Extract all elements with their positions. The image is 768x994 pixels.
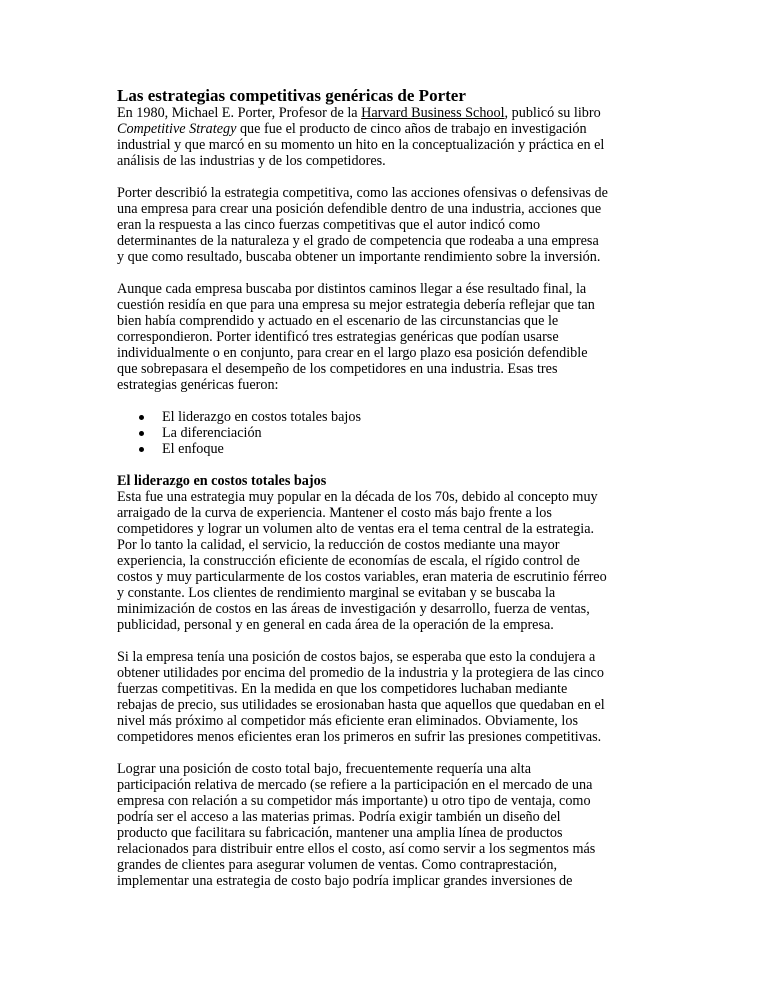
- text-line: determinantes de la naturaleza y el grado de competencia que rodeaba a una empresa: [117, 233, 599, 249]
- list-item: [117, 441, 677, 457]
- text-line: y constante. Los clientes de rendimiento marginal se evitaban y se buscaba la: [117, 585, 556, 601]
- section-heading: El liderazgo en costos totales bajos: [117, 473, 327, 489]
- text-line: minimización de costos en las áreas de investigación y desarrollo, fuerza de ventas,: [117, 601, 590, 617]
- text-line: Lograr una posición de costo total bajo, frecuentemente requería una alta: [117, 761, 532, 777]
- text-line: una empresa para crear una posición defendible dentro de una industria, acciones que: [117, 201, 602, 217]
- list-item-text: La diferenciación: [162, 425, 262, 441]
- text-line: implementar una estrategia de costo bajo podría implicar grandes inversiones de: [117, 873, 573, 889]
- text-line: fuerzas competitivas. En la medida en que los competidores luchaban mediante: [117, 681, 568, 697]
- text-line: cuestión residía en que para una empresa su mejor estrategia debería reflejar que tan: [117, 297, 595, 313]
- text-line: publicidad, personal y en general en cada área de la operación de la empresa.: [117, 617, 554, 633]
- text-line: estrategias genéricas fueron:: [117, 377, 279, 393]
- book-title: Competitive Strategy: [117, 121, 237, 137]
- text-line: costos y muy particularmente de los costos variables, eran materia de escrutinio férreo: [117, 569, 607, 585]
- paragraphs-group-a: [117, 185, 677, 393]
- harvard-business-school-link[interactable]: Harvard Business School: [361, 105, 505, 121]
- text-segment: , publicó su libro: [504, 105, 601, 121]
- bullet-icon: [139, 431, 144, 436]
- text-line: bien había comprendido y actuado en el escenario de las circunstancias que le: [117, 313, 559, 329]
- text-line: correspondieron. Porter identificó tres estrategias genéricas que podían usarse: [117, 329, 559, 345]
- text-segment: que fue el producto de cinco años de trabajo en investigación: [236, 121, 587, 137]
- text-line: Si la empresa tenía una posición de costos bajos, se esperaba que esto la condujera a: [117, 649, 596, 665]
- text-line: análisis de las industrias y de los competidores.: [117, 153, 386, 169]
- paragraphs-group-b: [117, 489, 677, 889]
- text-line: eran la respuesta a las cinco fuerzas competitivas que el autor indicó como: [117, 217, 541, 233]
- text-line: relacionados para distribuir entre ellos el costo, así como servir a los segmentos más: [117, 841, 596, 857]
- text-line: Por lo tanto la calidad, el servicio, la reducción de costos mediante una mayor: [117, 537, 560, 553]
- text-line: producto que facilitara su fabricación, mantener una amplia línea de productos: [117, 825, 563, 841]
- text-line: nivel más próximo al competidor más eficiente eran eliminados. Obviamente, los: [117, 713, 578, 729]
- text-line: competidores y lograr un volumen alto de ventas era el tema central de la estrategia.: [117, 521, 595, 537]
- text-line: que sobrepasara el desempeño de los competidores en una industria. Esas tres: [117, 361, 558, 377]
- text-line: Aunque cada empresa buscaba por distintos caminos llegar a ése resultado final, la: [117, 281, 587, 297]
- text-line: competidores menos eficientes eran los primeros en sufrir las presiones competitivas.: [117, 729, 602, 745]
- text-line: industrial y que marcó en su momento un hito en la conceptualización y práctica en el: [117, 137, 605, 153]
- text-line: empresa con relación a su competidor más importante) u otro tipo de ventaja, como: [117, 793, 591, 809]
- text-line: Porter describió la estrategia competitiva, como las acciones ofensivas o defensivas de: [117, 185, 608, 201]
- document-body: [117, 86, 677, 905]
- text-line: grandes de clientes para asegurar volumen de ventas. Como contraprestación,: [117, 857, 558, 873]
- text-line: Esta fue una estrategia muy popular en la década de los 70s, debido al concepto muy: [117, 489, 598, 505]
- paragraph: [117, 281, 677, 393]
- intro-paragraph: [117, 105, 677, 169]
- text-line: obtener utilidades por encima del promedio de la industria y la protegiera de las cinco: [117, 665, 604, 681]
- bullet-icon: [139, 415, 144, 420]
- list-item: [117, 409, 677, 425]
- list-item: [117, 425, 677, 441]
- paragraph: [117, 489, 677, 633]
- bullet-icon: [139, 447, 144, 452]
- list-item-text: El enfoque: [162, 441, 224, 457]
- document-title: Las estrategias competitivas genéricas de Porter: [117, 86, 466, 105]
- text-line: experiencia, la construcción eficiente de economías de escala, el rígido control de: [117, 553, 580, 569]
- text-line: rebajas de precio, sus utilidades se erosionaban hasta que aquellos que quedaban en el: [117, 697, 605, 713]
- strategy-list: [117, 409, 677, 457]
- text-line: participación relativa de mercado (se refiere a la participación en el mercado de una: [117, 777, 593, 793]
- text-line: podría ser el acceso a las materias primas. Podría exigir también un diseño del: [117, 809, 561, 825]
- text-line: arraigado de la curva de experiencia. Mantener el costo más bajo frente a los: [117, 505, 552, 521]
- text-line: [117, 121, 677, 137]
- text-segment: En 1980, Michael E. Porter, Profesor de la: [117, 105, 362, 121]
- text-line: y que como resultado, buscaba obtener un importante rendimiento sobre la inversión.: [117, 249, 601, 265]
- text-line: [117, 105, 677, 121]
- paragraph: [117, 761, 677, 889]
- text-line: individualmente o en conjunto, para crear en el largo plazo esa posición defendible: [117, 345, 588, 361]
- paragraph: [117, 185, 677, 265]
- paragraph: [117, 649, 677, 745]
- list-item-text: El liderazgo en costos totales bajos: [162, 409, 361, 425]
